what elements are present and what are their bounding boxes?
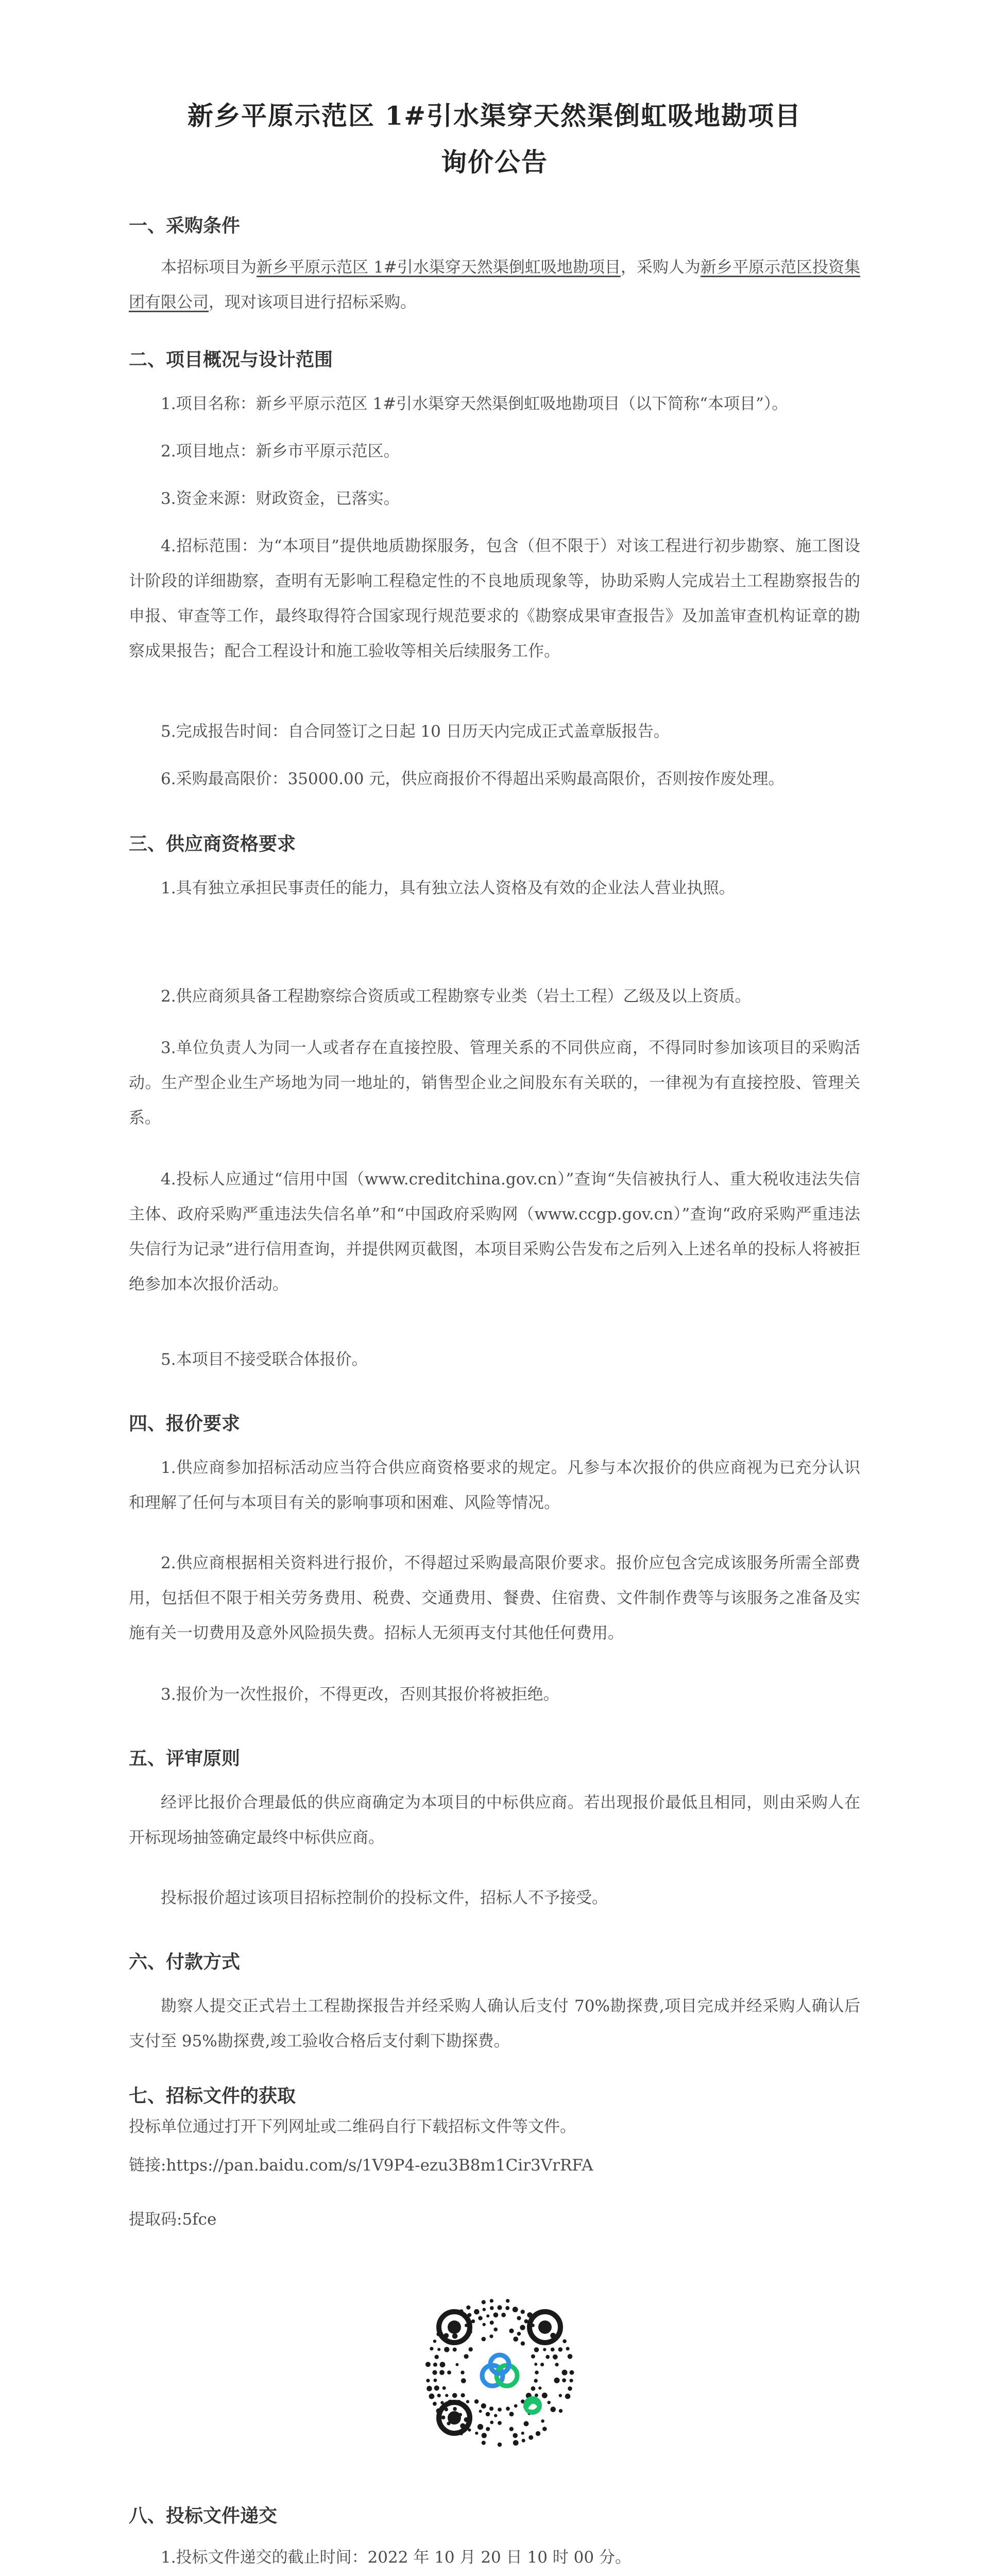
qr-dot <box>534 2347 539 2352</box>
s2-item-5: 5.完成报告时间：自合同签订之日起 10 日历天内完成正式盖章版报告。 <box>161 722 670 741</box>
download-link[interactable]: 链接:https://pan.baidu.com/s/1V9P4-ezu3B8m1Cir3VrRFA <box>129 2156 593 2175</box>
qr-dot <box>540 2363 544 2366</box>
s2-item-2: 2.项目地点：新乡市平原示范区。 <box>161 442 400 461</box>
qr-dot <box>562 2378 566 2382</box>
s7-instruction: 投标单位通过打开下列网址或二维码自行下载招标文件等文件。 <box>129 2117 576 2136</box>
qr-dot <box>453 2407 457 2411</box>
qr-dot <box>479 2410 482 2413</box>
s2-item-4: 4.招标范围：为“本项目”提供地质勘探服务，包含（但不限于）对该工程进行初步勘察、施工图设计阶段的详细勘察，查明有无影响工程稳定性的不良地质现象等，协助采购人完成岩土工程勘察报告的申报、审查等工作，最终取得符合国家现行规范要求的《勘察成果审查报告》及加盖审查机构证章的勘察成果报告；配合工程设计和施工验收等相关后续服务工作。 <box>129 537 860 660</box>
qr-dot <box>509 2427 514 2431</box>
qr-dot <box>489 2406 493 2411</box>
qr-dot <box>486 2314 489 2317</box>
qr-dot <box>517 2332 521 2336</box>
qr-dot <box>493 2312 499 2317</box>
doc-title-line1: 新乡平原示范区 1#引水渠穿天然渠倒虹吸地勘项目 <box>187 100 802 131</box>
qr-dot <box>506 2299 509 2302</box>
qr-dot <box>521 2310 525 2314</box>
qr-dot <box>490 2299 493 2302</box>
qr-dot <box>447 2370 451 2375</box>
qr-dot <box>464 2354 469 2359</box>
qr-dot <box>440 2362 446 2367</box>
s8-item-1: 1.投标文件递交的截止时间：2022 年 10 月 20 日 10 时 00 分。 <box>161 2548 631 2567</box>
qr-dot <box>570 2370 574 2375</box>
qr-dot <box>478 2316 483 2320</box>
qr-dot <box>434 2385 439 2391</box>
qr-dot <box>541 2419 544 2423</box>
qr-dot <box>425 2362 431 2367</box>
qr-dot <box>433 2363 437 2367</box>
qr-finder-core <box>448 2320 461 2334</box>
qr-dot <box>461 2378 466 2383</box>
qr-dot <box>432 2370 437 2375</box>
qr-dot <box>568 2386 572 2391</box>
s3-item-1: 1.具有独立承担民事责任的能力，具有独立法人资格及有效的企业法人营业执照。 <box>161 879 735 897</box>
extraction-code: 提取码:5fce <box>129 2210 217 2229</box>
qr-dot <box>489 2334 493 2338</box>
s2-item-6: 6.采购最高限价：35000.00 元，供应商报价不得超出采购最高限价，否则按作废处理。 <box>161 770 785 788</box>
qr-dot <box>521 2342 525 2346</box>
doc-title-line2: 询价公告 <box>441 147 548 177</box>
qr-dot <box>430 2347 433 2350</box>
section-3-heading: 三、供应商资格要求 <box>129 833 296 855</box>
qr-dot <box>441 2415 446 2419</box>
qr-dot <box>534 2363 537 2366</box>
s2-item-3: 3.资金来源：财政资金，已落实。 <box>161 489 400 508</box>
qr-dot <box>509 2329 514 2333</box>
qr-dot <box>461 2370 464 2374</box>
qr-dot <box>570 2379 573 2382</box>
qr-dot <box>453 2348 457 2352</box>
qr-dot <box>566 2347 570 2350</box>
s3-item-3: 3.单位负责人为同一人或者存在直接控股、管理关系的不同供应商，不得同时参加该项目的采购活动。生产型企业生产场地为同一地址的，销售型企业之间股东有关联的，一律视为有直接控股、管理关系。 <box>129 1039 860 1127</box>
qr-dot <box>482 2433 487 2438</box>
qr-dot <box>513 2440 519 2446</box>
qr-dot <box>433 2340 436 2343</box>
qr-dot <box>429 2394 435 2399</box>
qr-dot <box>437 2348 440 2351</box>
qr-dot <box>524 2421 529 2426</box>
qr-dot <box>554 2378 559 2383</box>
buyer-name-underlined: 新乡平原示范区投资集团有限公司 <box>129 258 861 312</box>
qr-code-icon[interactable] <box>422 2295 577 2450</box>
qr-code-graphic <box>422 2295 577 2450</box>
qr-finder-core <box>448 2411 461 2425</box>
qr-dot <box>562 2340 567 2344</box>
qr-dot <box>497 2305 502 2310</box>
qr-dot <box>522 2439 525 2443</box>
qr-dot <box>498 2421 502 2425</box>
qr-dot <box>483 2323 486 2326</box>
qr-dot <box>471 2319 475 2323</box>
qr-dot <box>545 2355 550 2359</box>
qr-dot <box>528 2435 533 2440</box>
qr-dot <box>568 2354 573 2359</box>
section-6-heading: 六、付款方式 <box>129 1951 241 1973</box>
qr-dot <box>498 2408 502 2412</box>
qr-dot <box>474 2309 480 2315</box>
qr-dot <box>469 2347 473 2351</box>
s5-item-1: 经评比报价合理最低的供应商确定为本项目的中标供应商。若出现报价最低且相同，则由采购人在开标现场抽签确定最终中标供应商。 <box>129 1793 860 1847</box>
qr-dot <box>427 2386 432 2392</box>
qr-dot <box>536 2431 540 2436</box>
s3-item-2: 2.供应商须具备工程勘察综合资质或工程勘察专业类（岩土工程）乙级及以上资质。 <box>161 987 751 1006</box>
qr-dot <box>543 2348 546 2351</box>
qr-dot <box>550 2406 556 2412</box>
qr-dot <box>559 2409 562 2413</box>
qr-dot <box>538 2386 541 2389</box>
qr-dot <box>506 2406 510 2411</box>
s4-item-1: 1.供应商参加招标活动应当符合供应商资格要求的规定。凡参与本次报价的供应商视为已充分认识和理解了任何与本项目有关的影响事项和困难、风险等情况。 <box>129 1459 860 1512</box>
s6-item-1: 勘察人提交正式岩土工程勘探报告并经采购人确认后支付 70%勘探费,项目完成并经采购人确认后支付至 95%勘探费,竣工验收合格后支付剩下勘探费。 <box>129 1997 860 2050</box>
qr-dot <box>535 2394 538 2397</box>
qr-dot <box>565 2394 571 2399</box>
section-1-heading: 一、采购条件 <box>129 215 241 236</box>
qr-dot <box>437 2394 441 2397</box>
qr-dot <box>517 2316 521 2320</box>
qr-dot <box>461 2393 465 2397</box>
qr-dot <box>455 2363 458 2366</box>
qr-dot <box>514 2404 518 2408</box>
qr-dot <box>482 2300 486 2304</box>
mini-program-badge-icon <box>523 2396 542 2415</box>
project-name-underlined: 新乡平原示范区 1#引水渠穿天然渠倒虹吸地勘项目 <box>257 258 621 277</box>
qr-dot <box>558 2347 563 2352</box>
qr-dot <box>513 2307 518 2312</box>
qr-dot <box>482 2441 486 2445</box>
qr-dot <box>542 2393 548 2398</box>
qr-dot <box>452 2333 458 2339</box>
qr-dot <box>433 2402 437 2406</box>
qr-dot <box>475 2432 478 2435</box>
s5-item-2: 投标报价超过该项目招标控制价的投标文件，招标人不予接受。 <box>161 1889 608 1907</box>
qr-dot <box>551 2348 555 2352</box>
qr-dot <box>494 2414 497 2417</box>
qr-dot <box>531 2354 535 2359</box>
qr-dot <box>520 2325 525 2330</box>
section-4-heading: 四、报价要求 <box>129 1413 241 1434</box>
qr-dot <box>452 2393 457 2398</box>
qr-dot <box>439 2370 445 2375</box>
qr-dot <box>483 2308 486 2311</box>
qr-dot <box>442 2386 446 2390</box>
qr-dot <box>474 2399 479 2404</box>
qr-dot <box>490 2320 494 2325</box>
qr-dot <box>505 2306 509 2310</box>
qr-dot <box>531 2386 536 2391</box>
section-7-heading: 七、招标文件的获取 <box>129 2085 296 2107</box>
qr-dot <box>498 2443 502 2447</box>
qr-dot <box>481 2403 486 2409</box>
qr-dot <box>490 2420 493 2424</box>
qr-dot <box>493 2328 498 2332</box>
qr-dot <box>501 2313 506 2317</box>
qr-dot <box>555 2363 558 2366</box>
qr-dot <box>478 2424 483 2430</box>
qr-dot <box>513 2336 518 2342</box>
announcement-document <box>129 0 860 2576</box>
qr-dot <box>426 2379 430 2382</box>
qr-dot <box>444 2347 449 2352</box>
qr-dot <box>490 2306 494 2310</box>
section-5-heading: 五、评审原则 <box>129 1748 241 1769</box>
qr-dot <box>509 2412 514 2416</box>
qr-dot <box>482 2337 486 2342</box>
qr-dot <box>535 2370 539 2375</box>
qr-dot <box>435 2355 439 2359</box>
qr-dot <box>542 2427 547 2431</box>
qr-dot <box>466 2306 470 2310</box>
qr-dot <box>486 2412 490 2417</box>
section-2-heading: 二、项目概况与设计范围 <box>129 349 333 370</box>
qr-dot <box>486 2427 490 2431</box>
s4-item-2: 2.供应商根据相关资料进行报价，不得超过采购最高限价要求。报价应包含完成该服务所需全部费用，包括但不限于相关劳务费用、税费、交通费用、餐费、住宿费、文件制作费等与该服务之准备及实施有关一切费用及意外风险损失费。招标人无须再支付其他任何费用。 <box>129 1554 860 1642</box>
s2-item-1: 1.项目名称：新乡平原示范区 1#引水渠穿天然渠倒虹吸地勘项目（以下简称“本项目”）。 <box>161 395 788 413</box>
qr-dot <box>434 2379 437 2382</box>
qr-dot <box>553 2354 558 2360</box>
qr-dot <box>548 2401 551 2404</box>
qr-dot <box>534 2379 538 2382</box>
qr-dot <box>559 2394 562 2397</box>
s3-item-4: 4.投标人应通过“信用中国（www.creditchina.gov.cn）”查询“失信被执行人、重大税收违法失信主体、政府采购严重违法失信名单”和“中国政府采购网（www.ccgp.gov.cn）”查询“政府采购严重违法失信行为记录”进行信用查询，并提供网页截图，本项目采购公告发布之后列入上述名单的投标人将被拒绝参加本次报价活动。 <box>129 1170 860 1294</box>
section-1-text: 本招标项目为新乡平原示范区 1#引水渠穿天然渠倒虹吸地勘项目，采购人为新乡平原示范区投资集团有限公司，现对该项目进行招标采购。 <box>129 258 861 312</box>
s3-item-5: 5.本项目不接受联合体报价。 <box>161 1350 368 1369</box>
qr-dot <box>521 2432 524 2435</box>
qr-dot <box>562 2370 568 2376</box>
qr-dot <box>445 2394 448 2397</box>
qr-dot <box>513 2433 518 2438</box>
section-8-heading: 八、投标文件递交 <box>129 2505 278 2527</box>
qr-finder-core <box>538 2320 552 2334</box>
qr-dot <box>466 2400 469 2403</box>
s4-item-3: 3.报价为一次性报价，不得更改，否则其报价将被拒绝。 <box>161 1685 559 1704</box>
